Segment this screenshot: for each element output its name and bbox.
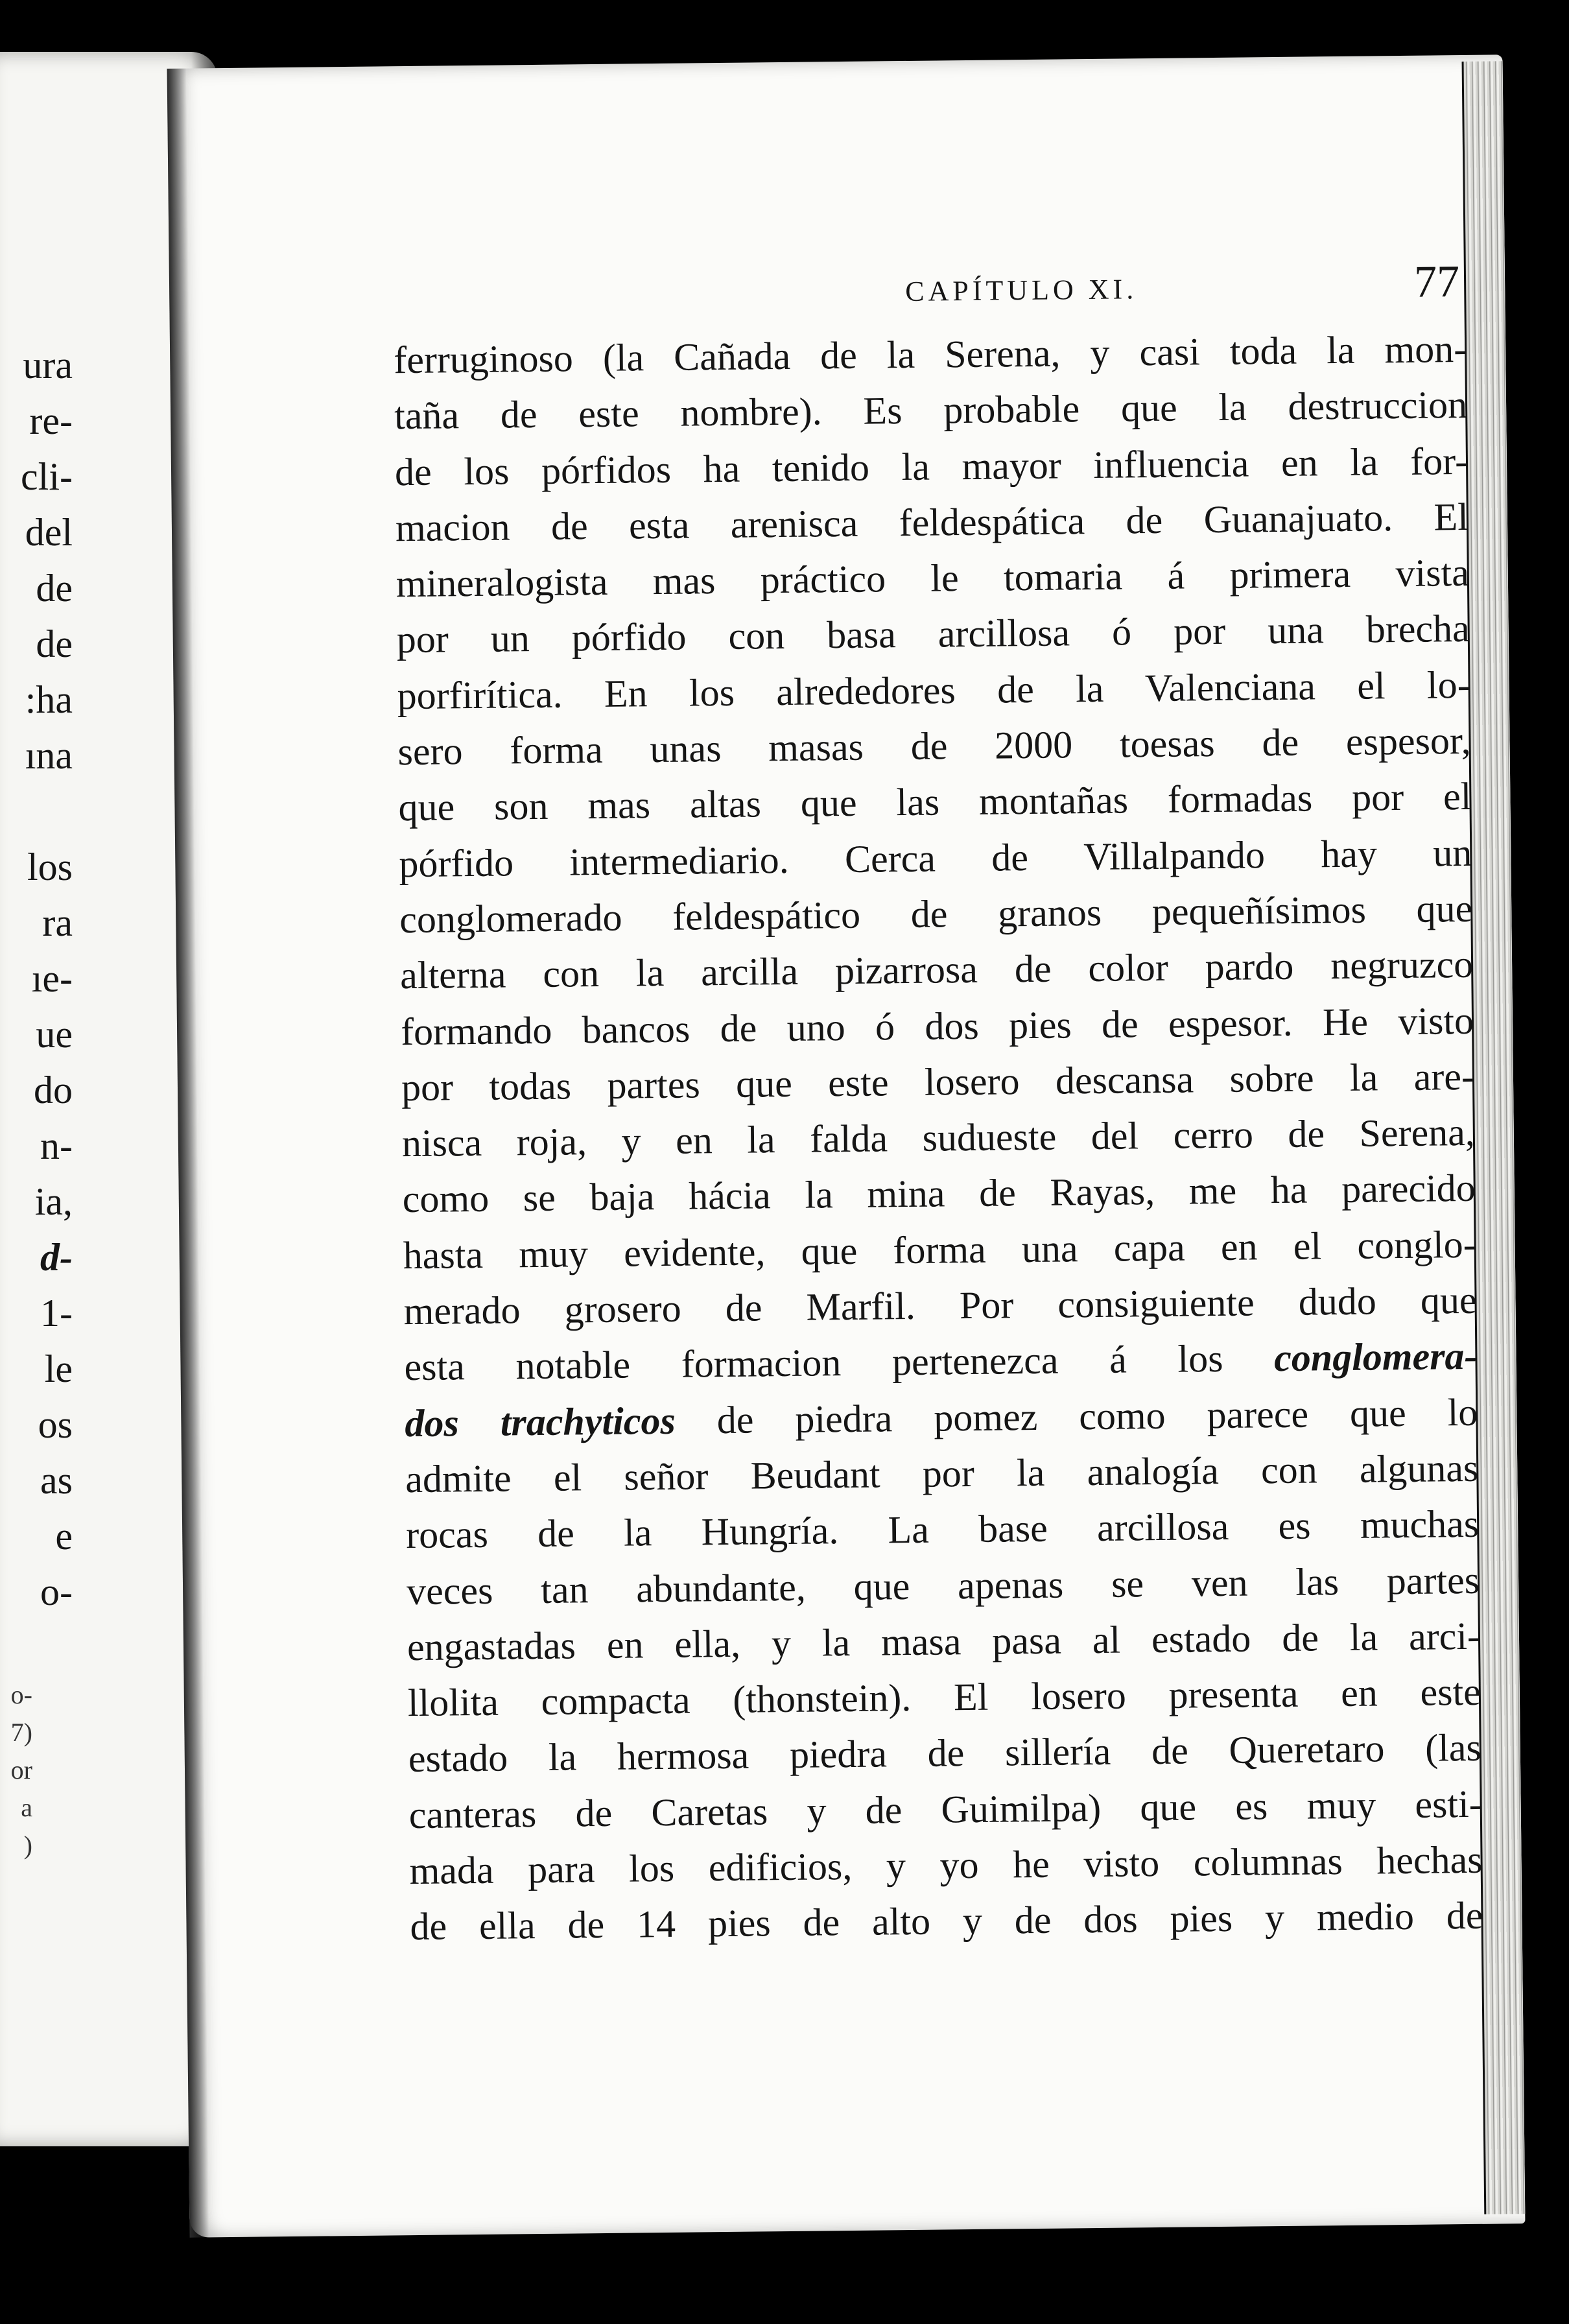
previous-page-fragment: o-	[40, 1571, 73, 1613]
text-line: alterna con la arcilla pizarrosa de color pardo negruzco	[399, 943, 1474, 997]
text-line: mada para los edificios, y yo he visto columnas hechas	[409, 1838, 1483, 1893]
previous-page-footnote-fragment: )	[23, 1831, 32, 1860]
previous-page-fragment: d-	[40, 1236, 73, 1279]
previous-page-fragment: e	[55, 1515, 73, 1558]
previous-page-fragment: ue	[36, 1013, 73, 1056]
previous-page-text	[0, 337, 73, 1620]
text-line: sero forma unas masas de 2000 toesas de espesor,	[397, 718, 1471, 774]
text-line: llolita compacta (thonstein). El losero presenta en este	[407, 1670, 1481, 1725]
text-line: nisca roja, y en la falda sudueste del cerro de Serena,	[401, 1111, 1476, 1165]
previous-page-fragment: de	[36, 567, 73, 610]
previous-page-fragment: 1-	[40, 1292, 73, 1334]
text-line: de ella de 14 pies de alto y de dos pies y medio de	[410, 1894, 1483, 1949]
previous-page-fragment: do	[34, 1069, 73, 1111]
text-line-with-italic	[404, 1328, 1478, 1395]
previous-page-fragment	[0, 783, 73, 839]
previous-page-fragment: ia,	[34, 1180, 73, 1223]
text-line: hasta muy evidente, que forma una capa en el conglo-	[403, 1222, 1476, 1277]
text-line: conglomerado feldespático de granos pequeñísimos que	[399, 886, 1473, 942]
previous-page-footnote-fragment: 7)	[10, 1718, 32, 1747]
text-line: formando bancos de uno ó dos pies de espesor. He visto	[400, 999, 1474, 1053]
text-line: porfirítica. En los alrededores de la Valenciana el lo-	[397, 663, 1470, 717]
previous-page-fragment: ıe-	[31, 957, 73, 1000]
previous-page-footnote-fragment: or	[10, 1755, 32, 1784]
previous-page-fragment: los	[27, 846, 73, 888]
text-line: admite el señor Beudant por la analogía con algunas	[405, 1446, 1479, 1501]
text-line: veces tan abundante, que apenas se ven las partes	[406, 1558, 1480, 1613]
previous-page-fragment: del	[25, 511, 73, 554]
previous-page-footnote-fragment: o-	[10, 1680, 32, 1709]
previous-page-footnote	[0, 1676, 32, 1864]
text-line: engastadas en ella, y la masa pasa al estado de la arci-	[407, 1614, 1481, 1668]
book-page	[167, 54, 1526, 2237]
italic-term: dos trachyticos	[405, 1399, 676, 1445]
text-line: rocas de la Hungría. La base arcillosa es muchas	[405, 1502, 1480, 1557]
italic-term: conglomera-	[1273, 1334, 1478, 1380]
page-number: 77	[1413, 257, 1460, 307]
previous-page-fragment: ra	[42, 901, 73, 944]
text-line: macion de esta arenisca feldespática de Guanajuato. El	[395, 495, 1469, 550]
text-line: merado grosero de Marfil. Por consiguiente dudo que	[403, 1278, 1477, 1333]
text-line: como se baja hácia la mina de Rayas, me ha parecido	[402, 1167, 1476, 1221]
text-line: taña de este nombre). Es probable que la destruccion	[394, 383, 1468, 438]
text-line: pórfido intermediario. Cerca de Villalpando hay un	[399, 831, 1472, 885]
text-line: ferruginoso (la Cañada de la Serena, y casi toda la mon-	[393, 327, 1467, 382]
text-line: mineralogista mas práctico le tomaria á primera vista	[395, 551, 1470, 606]
previous-page-fragment: de	[36, 622, 73, 665]
previous-page-fragment: os	[38, 1403, 73, 1446]
previous-page-fragment: as	[40, 1459, 73, 1502]
previous-page-fragment: n-	[40, 1124, 73, 1167]
previous-page-fragment: le	[44, 1347, 73, 1390]
previous-page-fragment: :ha	[25, 678, 73, 721]
text-line: estado la hermosa piedra de sillería de Queretaro (las	[408, 1726, 1482, 1781]
previous-page-fragment: ura	[23, 344, 73, 386]
previous-page-fragment: cli-	[21, 455, 73, 498]
previous-page-footnote-fragment: a	[21, 1793, 32, 1822]
text-line: canteras de Caretas y de Guimilpa) que es muy esti-	[408, 1782, 1483, 1836]
text-line: de los pórfidos ha tenido la mayor influencia en la for-	[394, 439, 1469, 493]
body-text	[394, 321, 1483, 1955]
running-header: CAPÍTULO XI.	[904, 273, 1138, 307]
previous-page-fragment: ına	[25, 734, 73, 777]
text-line: por un pórfido con basa arcillosa ó por una brecha	[396, 607, 1470, 661]
text-segment: de piedra pomez como parece que lo	[716, 1390, 1478, 1441]
previous-page-fragment: re-	[29, 399, 73, 442]
text-line: que son mas altas que las montañas formadas por el	[398, 775, 1472, 829]
text-line: por todas partes que este losero descansa sobre la are-	[401, 1054, 1475, 1109]
text-segment: esta notable formacion pertenezca á los	[404, 1337, 1223, 1389]
